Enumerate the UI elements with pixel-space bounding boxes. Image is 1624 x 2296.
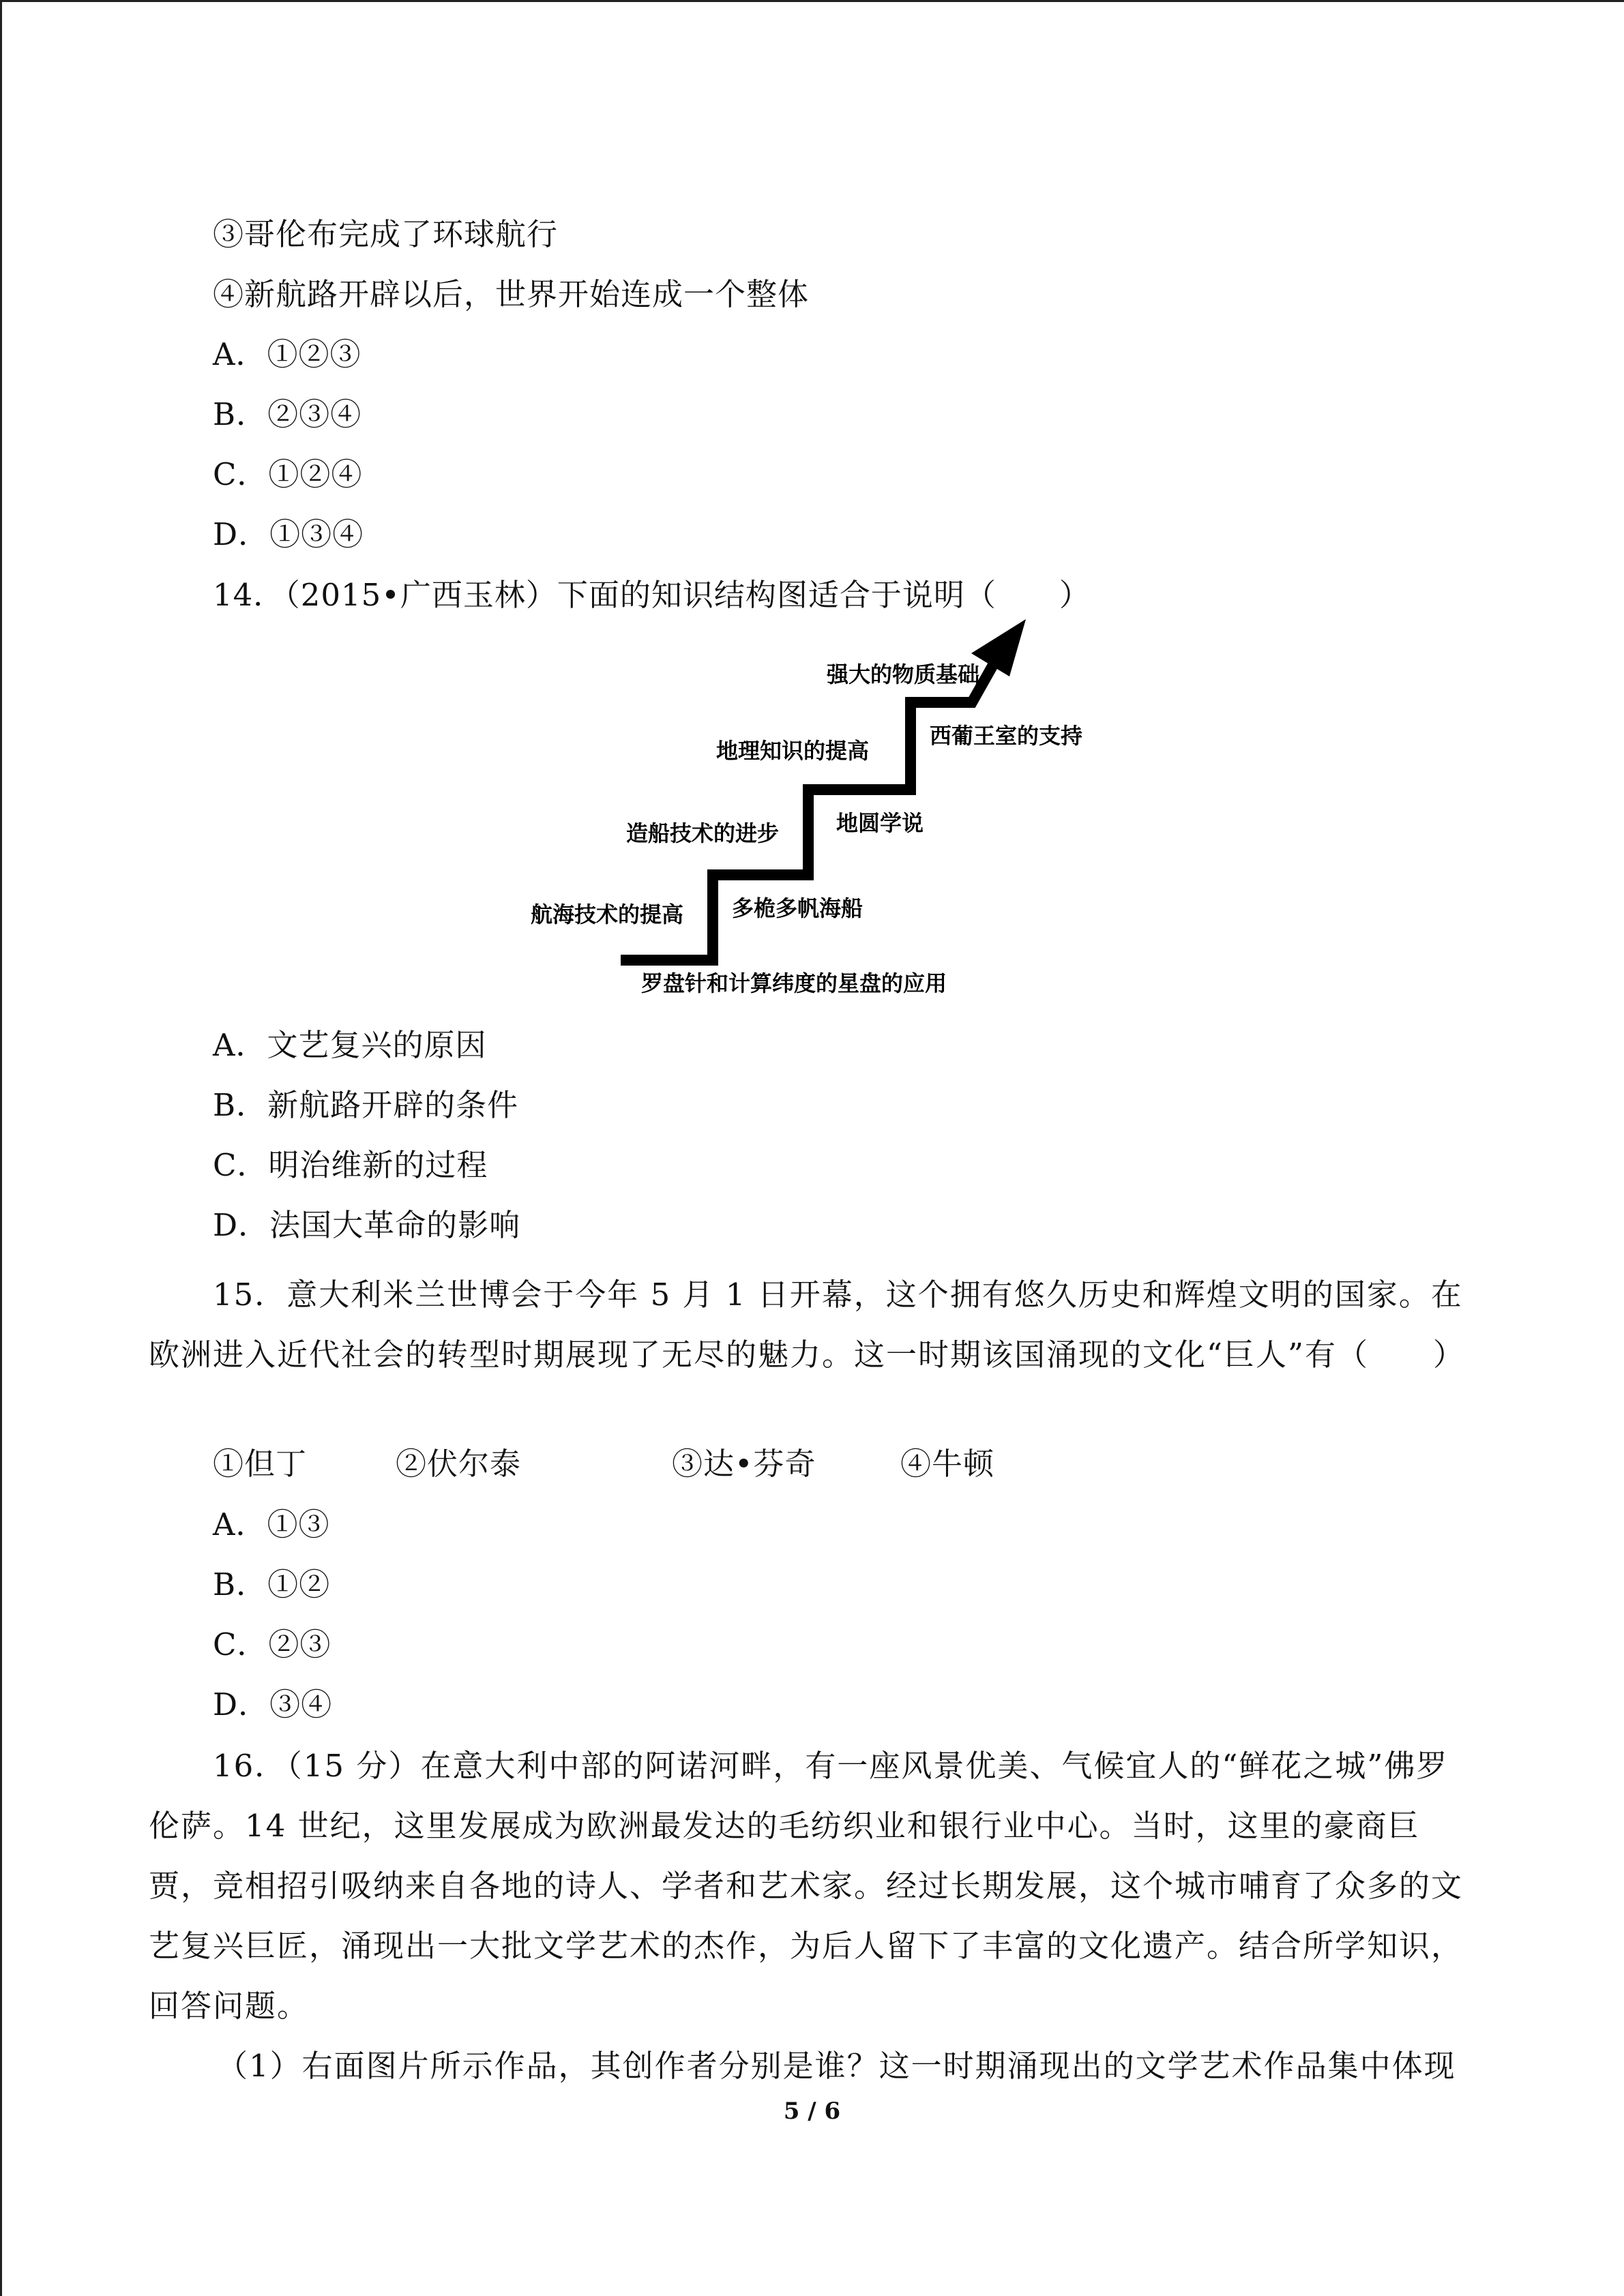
- q15-option-c[interactable]: C．②③: [213, 1626, 331, 1663]
- q13-item-4: ④新航路开辟以后，世界开始连成一个整体: [213, 276, 810, 312]
- label-material-foundation: 强大的物质基础: [827, 661, 980, 687]
- page-number: 5 / 6: [783, 2098, 841, 2125]
- label-compass-astrolabe: 罗盘针和计算纬度的星盘的应用: [641, 970, 947, 996]
- q15-option-d[interactable]: D．③④: [213, 1686, 333, 1723]
- q15-choice-2: ②伏尔泰: [396, 1446, 522, 1482]
- q15-choices: [213, 1444, 994, 1485]
- q13-option-d[interactable]: D．①③④: [213, 516, 364, 552]
- label-navigation-tech: 航海技术的提高: [531, 901, 684, 927]
- label-shipbuilding: 造船技术的进步: [626, 820, 780, 846]
- q16-stem: 16．（15 分）在意大利中部的阿诺河畔，有一座风景优美、气候宜人的“鲜花之城”佛罗伦萨。14 世纪，这里发展成为欧洲最发达的毛纺织业和银行业中心。当时，这里的豪商巨贾，竞相招引吸纳来自各地的诗人、学者和艺术家。经过长期发展，这个城市哺育了众多的文艺复兴巨匠，涌现出一大批文学艺术的杰作，为后人留下了丰富的文化遗产。结合所学知识，回答问题。: [149, 1748, 1464, 2024]
- q14-option-c[interactable]: C．明治维新的过程: [213, 1147, 488, 1183]
- q15-choice-4: ④牛顿: [900, 1446, 995, 1482]
- q13-option-a[interactable]: A．①②③: [213, 336, 361, 372]
- q14-option-d[interactable]: D．法国大革命的影响: [213, 1207, 521, 1243]
- q13-item-3: ③哥伦布完成了环球航行: [213, 216, 559, 252]
- knowledge-structure-diagram: [518, 614, 1083, 1009]
- q15-choice-1: ①但丁: [213, 1446, 308, 1482]
- label-multimast-ships: 多桅多帆海船: [732, 895, 863, 921]
- label-round-earth-theory: 地圆学说: [836, 810, 924, 836]
- q15-stem: 15．意大利米兰世博会于今年 5 月 1 日开幕，这个拥有悠久历史和辉煌文明的国家。在欧洲进入近代社会的转型时期展现了无尽的魅力。这一时期该国涌现的文化“巨人”有（ ）: [149, 1277, 1466, 1373]
- q13-option-b[interactable]: B．②③④: [213, 396, 362, 432]
- q14-option-a[interactable]: A．文艺复兴的原因: [213, 1027, 487, 1063]
- q14-option-b[interactable]: B．新航路开辟的条件: [213, 1087, 519, 1123]
- label-royal-support: 西葡王室的支持: [930, 723, 1083, 749]
- q14-stem: 14．（2015•广西玉林）下面的知识结构图适合于说明（ ）: [213, 577, 1091, 613]
- q15-choice-3: ③达•芬奇: [672, 1446, 816, 1482]
- q13-option-c[interactable]: C．①②④: [213, 456, 363, 492]
- q15-option-b[interactable]: B．①②: [213, 1566, 331, 1602]
- label-geography-knowledge: 地理知识的提高: [716, 738, 870, 764]
- q16-subquestion-1: （1）右面图片所示作品，其创作者分别是谁？这一时期涌现出的文学艺术作品集中体现: [217, 2048, 1456, 2084]
- q15-option-a[interactable]: A．①③: [213, 1506, 330, 1542]
